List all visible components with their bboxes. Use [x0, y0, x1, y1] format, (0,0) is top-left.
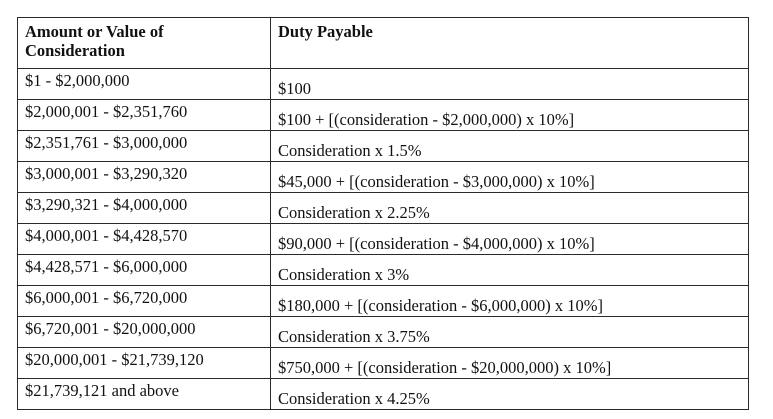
duty-cell	[271, 131, 749, 162]
table-row	[18, 162, 749, 193]
duty-text: $100 + [(consideration - $2,000,000) x 10%]	[278, 110, 575, 129]
amount-cell	[18, 100, 271, 131]
duty-cell	[271, 69, 749, 100]
amount-cell	[18, 348, 271, 379]
duty-text: Consideration x 3%	[278, 265, 410, 284]
duty-cell	[271, 193, 749, 224]
amount-cell	[18, 193, 271, 224]
duty-text: Consideration x 4.25%	[278, 389, 430, 408]
duty-cell	[271, 379, 749, 410]
duty-cell	[271, 162, 749, 193]
duty-text: Consideration x 1.5%	[278, 141, 422, 160]
amount-text: $21,739,121 and above	[25, 381, 179, 400]
amount-cell	[18, 162, 271, 193]
table-row	[18, 379, 749, 410]
duty-text: $750,000 + [(consideration - $20,000,000) x 10%]	[278, 358, 612, 377]
column-header-amount: Amount or Value of Consideration	[18, 18, 271, 69]
duty-cell	[271, 317, 749, 348]
amount-text: $20,000,001 - $21,739,120	[25, 350, 204, 369]
amount-text: $3,290,321 - $4,000,000	[25, 195, 188, 214]
amount-cell	[18, 224, 271, 255]
amount-cell	[18, 69, 271, 100]
table-header-row	[18, 18, 749, 69]
amount-text: $2,351,761 - $3,000,000	[25, 133, 188, 152]
amount-cell	[18, 286, 271, 317]
amount-cell	[18, 379, 271, 410]
duty-text: Consideration x 3.75%	[278, 327, 430, 346]
table-row	[18, 348, 749, 379]
amount-cell	[18, 255, 271, 286]
duty-cell	[271, 255, 749, 286]
table-row	[18, 69, 749, 100]
duty-cell	[271, 224, 749, 255]
amount-text: $6,720,001 - $20,000,000	[25, 319, 196, 338]
table-row	[18, 286, 749, 317]
duty-cell	[271, 286, 749, 317]
amount-text: $4,428,571 - $6,000,000	[25, 257, 188, 276]
duty-text: $100	[278, 79, 311, 98]
amount-cell	[18, 131, 271, 162]
duty-text: $90,000 + [(consideration - $4,000,000) x 10%]	[278, 234, 595, 253]
table-row	[18, 100, 749, 131]
table-row	[18, 255, 749, 286]
amount-cell	[18, 317, 271, 348]
table-row	[18, 317, 749, 348]
duty-cell	[271, 100, 749, 131]
amount-text: $6,000,001 - $6,720,000	[25, 288, 188, 307]
column-header-duty: Duty Payable	[271, 18, 749, 69]
table-row	[18, 131, 749, 162]
duty-text: $45,000 + [(consideration - $3,000,000) x 10%]	[278, 172, 595, 191]
duty-text: $180,000 + [(consideration - $6,000,000) x 10%]	[278, 296, 604, 315]
amount-text: $4,000,001 - $4,428,570	[25, 226, 188, 245]
table-row	[18, 193, 749, 224]
amount-text: $2,000,001 - $2,351,760	[25, 102, 188, 121]
table-row	[18, 224, 749, 255]
amount-text: $3,000,001 - $3,290,320	[25, 164, 188, 183]
stamp-duty-table	[17, 17, 749, 410]
duty-text: Consideration x 2.25%	[278, 203, 430, 222]
duty-cell	[271, 348, 749, 379]
amount-text: $1 - $2,000,000	[25, 71, 130, 90]
